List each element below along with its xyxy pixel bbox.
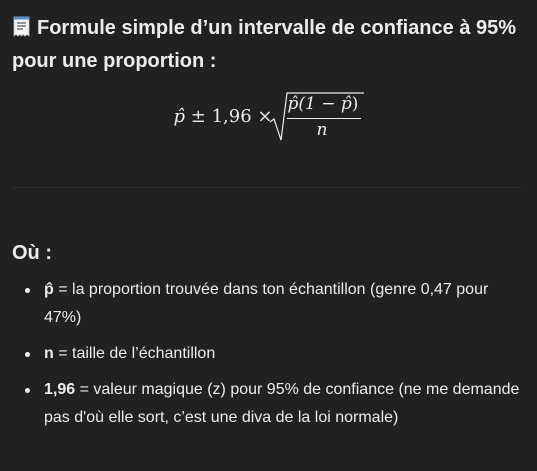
definition-text: = taille de l’échantillon bbox=[53, 345, 216, 362]
definition-term: 1,96 bbox=[44, 381, 76, 398]
definition-term: n bbox=[44, 345, 54, 362]
formula-times: × bbox=[257, 106, 273, 127]
where-heading: Où : bbox=[12, 242, 52, 264]
fraction-bar bbox=[287, 118, 361, 119]
bullet-icon bbox=[25, 388, 30, 393]
section-heading bbox=[12, 12, 517, 78]
definition-term: p̂ bbox=[44, 281, 54, 298]
formula-estimate: p̂ bbox=[173, 106, 186, 127]
definition-text: = la proportion trouvée dans ton échantillon (genre 0,47 pour 47%) bbox=[44, 281, 489, 326]
formula-plus-minus: ± bbox=[190, 106, 206, 127]
list-item bbox=[0, 376, 537, 432]
confidence-interval-formula bbox=[0, 90, 537, 144]
definition-text: = valeur magique (z) pour 95% de confiance (ne me demande pas d'où elle sort, c’est une diva de la loi normale) bbox=[44, 381, 520, 426]
formula-denominator: n bbox=[316, 120, 328, 140]
bullet-icon bbox=[25, 288, 30, 293]
formula-z-value: 1,96 bbox=[211, 106, 252, 127]
horizontal-divider bbox=[12, 187, 522, 188]
receipt-icon bbox=[12, 16, 31, 37]
section-heading-text: Formule simple d’un intervalle de confiance à 95% pour une proportion : bbox=[12, 17, 517, 72]
formula-numerator: p̂(1 − p̂) bbox=[287, 94, 359, 114]
formula-lhs bbox=[174, 106, 273, 127]
definitions-list bbox=[0, 276, 537, 440]
list-item bbox=[0, 276, 537, 332]
bullet-icon bbox=[25, 352, 30, 357]
list-item bbox=[0, 340, 537, 368]
